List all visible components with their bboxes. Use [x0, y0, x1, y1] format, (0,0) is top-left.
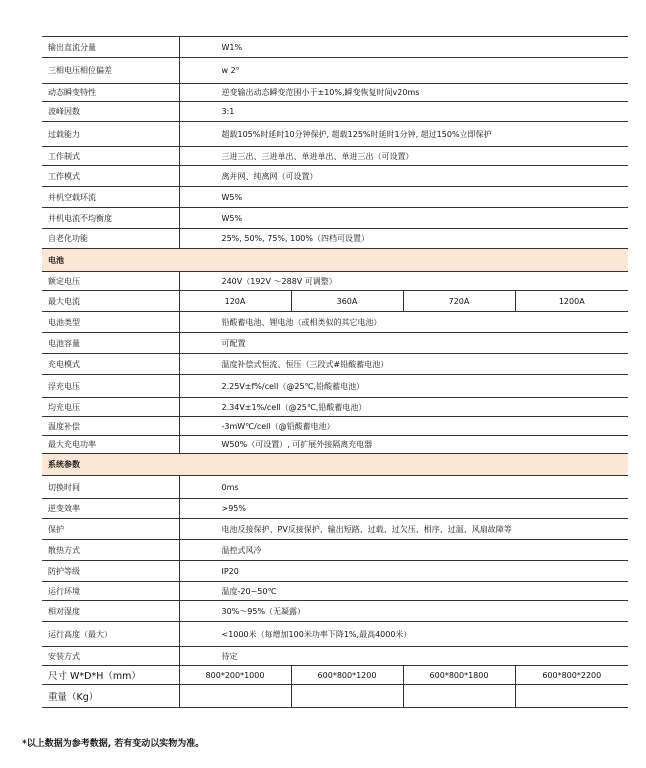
spec-value: 2.34V±1%/cell（@25℃,铅酸蓄电池） — [179, 398, 628, 417]
spec-row — [42, 666, 628, 685]
spec-row — [42, 601, 628, 622]
spec-subvalue: 360A — [291, 291, 403, 312]
section-header-row — [42, 249, 628, 272]
spec-label: 切换时间 — [42, 476, 179, 499]
spec-value: 25%, 50%, 75%, 100%（四档可设置） — [179, 229, 628, 249]
spec-subvalue: 600*800*1200 — [291, 666, 403, 685]
spec-value: 240V（192V ～288V 可调整） — [179, 272, 628, 291]
spec-value: 超载105%时延时10分钟保护, 超载125%时延时1分钟, 超过150%立即保护 — [179, 122, 628, 147]
section-title: 电池 — [42, 249, 628, 272]
spec-row — [42, 84, 628, 102]
spec-label: 最大电流 — [42, 291, 179, 312]
spec-value: -3mW℃/cell（@铅酸蓄电池） — [179, 417, 628, 436]
spec-value: 30%～95%（无凝露） — [179, 601, 628, 622]
spec-label: 充电模式 — [42, 354, 179, 375]
spec-value: <1000米（每增加100米功率下降1%,最高4000米） — [179, 622, 628, 647]
spec-row — [42, 122, 628, 147]
spec-label: 保护 — [42, 519, 179, 540]
spec-row — [42, 476, 628, 499]
spec-label: 温度补偿 — [42, 417, 179, 436]
spec-row — [42, 37, 628, 58]
spec-value: W50%（可设置）, 可扩展外接隔离充电器 — [179, 436, 628, 454]
spec-subvalue — [291, 685, 403, 708]
spec-value: 温控式风冷 — [179, 540, 628, 561]
spec-row — [42, 540, 628, 561]
spec-row — [42, 375, 628, 398]
spec-subvalue — [403, 685, 515, 708]
spec-subvalue — [179, 685, 291, 708]
section-title: 系统参数 — [42, 454, 628, 476]
spec-row — [42, 436, 628, 454]
spec-value: 待定 — [179, 647, 628, 666]
spec-subvalue — [515, 685, 628, 708]
spec-row — [42, 519, 628, 540]
spec-label: 运行环境 — [42, 582, 179, 601]
spec-value: 电池反接保护、PV反接保护、输出短路、过载、过欠压、相序、过温、风扇故障等 — [179, 519, 628, 540]
spec-row — [42, 208, 628, 229]
spec-table — [42, 36, 628, 708]
spec-row — [42, 291, 628, 312]
spec-row — [42, 685, 628, 708]
spec-row — [42, 102, 628, 122]
spec-value: >95% — [179, 499, 628, 519]
spec-value: IP20 — [179, 561, 628, 582]
spec-label: 三相电压相位偏差 — [42, 58, 179, 84]
spec-value: 2.25V±f%/cell（@25℃,铅酸蓄电池） — [179, 375, 628, 398]
spec-subvalue: 600*800*1800 — [403, 666, 515, 685]
spec-label: 均充电压 — [42, 398, 179, 417]
spec-value: 温度-20~50℃ — [179, 582, 628, 601]
spec-subvalue: 600*800*2200 — [515, 666, 628, 685]
spec-label: 防护等级 — [42, 561, 179, 582]
spec-value: w 2° — [179, 58, 628, 84]
spec-label: 散热方式 — [42, 540, 179, 561]
spec-row — [42, 147, 628, 166]
spec-value: 铅酸蓄电池、锂电池（或相类似的其它电池） — [179, 312, 628, 333]
spec-row — [42, 312, 628, 333]
spec-value: 温度补偿式恒流、恒压（三段式#铅酸蓄电池） — [179, 354, 628, 375]
spec-row — [42, 499, 628, 519]
spec-label: 相对湿度 — [42, 601, 179, 622]
spec-label: 过载能力 — [42, 122, 179, 147]
spec-subvalue: 800*200*1000 — [179, 666, 291, 685]
spec-label: 工作模式 — [42, 166, 179, 187]
spec-label: 工作制式 — [42, 147, 179, 166]
spec-value: W1% — [179, 37, 628, 58]
spec-row — [42, 272, 628, 291]
spec-label: 自老化功能 — [42, 229, 179, 249]
spec-label: 并机空载环流 — [42, 187, 179, 208]
spec-table-body — [42, 37, 628, 708]
spec-label: 运行高度（最大） — [42, 622, 179, 647]
spec-label: 重量（Kg） — [42, 685, 179, 708]
spec-value: 可配置 — [179, 333, 628, 354]
footnote: *以上数据为参考数据, 若有变动以实物为准。 — [22, 739, 205, 749]
spec-label: 并机电流不均衡度 — [42, 208, 179, 229]
spec-row — [42, 398, 628, 417]
spec-row — [42, 58, 628, 84]
spec-value: 0ms — [179, 476, 628, 499]
spec-row — [42, 229, 628, 249]
spec-label: 逆变效率 — [42, 499, 179, 519]
spec-label: 尺寸 W*D*H（mm） — [42, 666, 179, 685]
spec-row — [42, 647, 628, 666]
spec-label: 电池容量 — [42, 333, 179, 354]
spec-row — [42, 561, 628, 582]
spec-subvalue: 120A — [179, 291, 291, 312]
spec-value: 三进三出、三进单出、单进单出、单进三出（可设置） — [179, 147, 628, 166]
spec-value: 3:1 — [179, 102, 628, 122]
spec-subvalue: 1200A — [515, 291, 628, 312]
spec-label: 安装方式 — [42, 647, 179, 666]
spec-label: 额定电压 — [42, 272, 179, 291]
spec-label: 波峰因数 — [42, 102, 179, 122]
spec-label: 动态瞬变特性 — [42, 84, 179, 102]
spec-subvalue: 720A — [403, 291, 515, 312]
spec-row — [42, 354, 628, 375]
spec-row — [42, 166, 628, 187]
spec-value: W5% — [179, 187, 628, 208]
spec-value: 离并网、纯离网（可设置） — [179, 166, 628, 187]
spec-label: 电池类型 — [42, 312, 179, 333]
section-header-row — [42, 454, 628, 476]
spec-row — [42, 582, 628, 601]
spec-label: 输出直流分量 — [42, 37, 179, 58]
spec-label: 浮充电压 — [42, 375, 179, 398]
spec-value: W5% — [179, 208, 628, 229]
spec-value: 逆变输出动态瞬变范围小于±10%,瞬变恢复时间v20ms — [179, 84, 628, 102]
spec-row — [42, 417, 628, 436]
spec-row — [42, 333, 628, 354]
spec-label: 最大充电功率 — [42, 436, 179, 454]
spec-row — [42, 187, 628, 208]
spec-row — [42, 622, 628, 647]
